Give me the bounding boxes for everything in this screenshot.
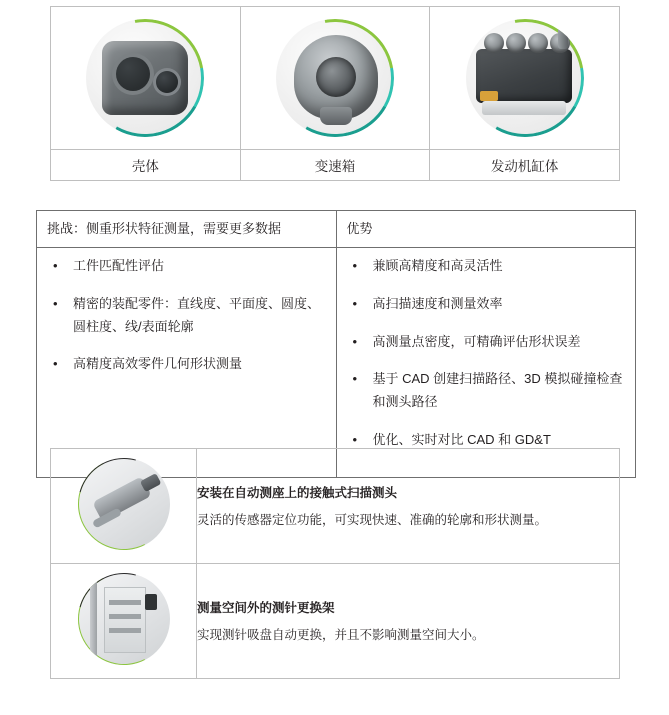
list-item: • 基于 CAD 创建扫描路径、3D 模拟碰撞检查和测头路径 (347, 368, 626, 414)
advantage-list (347, 255, 626, 452)
advantage-cell (336, 248, 636, 478)
list-item: • 精密的装配零件：直线度、平面度、圆度、圆柱度、线/表面轮廓 (47, 293, 326, 339)
challenge-header: 挑战：侧重形状特征测量，需要更多数据 (37, 211, 337, 248)
challenge-advantage-table (36, 210, 636, 478)
gearbox-part-image (241, 7, 430, 149)
challenge-list (47, 255, 326, 376)
feature-title: 安装在自动测座上的接触式扫描测头 (197, 485, 398, 500)
feature-text-cell-probe (197, 449, 620, 564)
table-header-row (37, 211, 636, 248)
product-label-gearbox: 变速箱 (240, 150, 430, 181)
advantage-header: 优势 (336, 211, 636, 248)
list-item: • 高测量点密度，可精确评估形状误差 (347, 331, 626, 354)
feature-image-cell-probe (51, 449, 197, 564)
table-row (51, 449, 620, 564)
challenge-cell (37, 248, 337, 478)
table-row (51, 150, 620, 181)
product-label-engine-block: 发动机缸体 (430, 150, 620, 181)
product-image-table (50, 6, 620, 181)
list-item: • 工件匹配性评估 (47, 255, 326, 278)
stylus-changer-rack-image (78, 573, 170, 665)
engine-block-part-image (430, 7, 619, 149)
scanning-probe-image (78, 458, 170, 550)
table-row (37, 248, 636, 478)
feature-text-cell-rack (197, 564, 620, 679)
housing-part-image (51, 7, 240, 149)
feature-description: 实现测针吸盘自动更换，并且不影响测量空间大小。 (197, 627, 485, 642)
list-item: • 兼顾高精度和高灵活性 (347, 255, 626, 278)
feature-table (50, 448, 620, 679)
feature-title: 测量空间外的测针更换架 (197, 600, 335, 615)
list-item: • 高扫描速度和测量效率 (347, 293, 626, 316)
product-image-cell-engine-block (430, 7, 620, 150)
feature-description: 灵活的传感器定位功能，可实现快速、准确的轮廓和形状测量。 (197, 512, 548, 527)
product-image-cell-housing (51, 7, 241, 150)
product-image-cell-gearbox (240, 7, 430, 150)
list-item: • 高精度高效零件几何形状测量 (47, 353, 326, 376)
feature-image-cell-rack (51, 564, 197, 679)
list-item: • 优化、实时对比 CAD 和 GD&T (347, 429, 626, 452)
table-row (51, 7, 620, 150)
table-row (51, 564, 620, 679)
product-label-housing: 壳体 (51, 150, 241, 181)
